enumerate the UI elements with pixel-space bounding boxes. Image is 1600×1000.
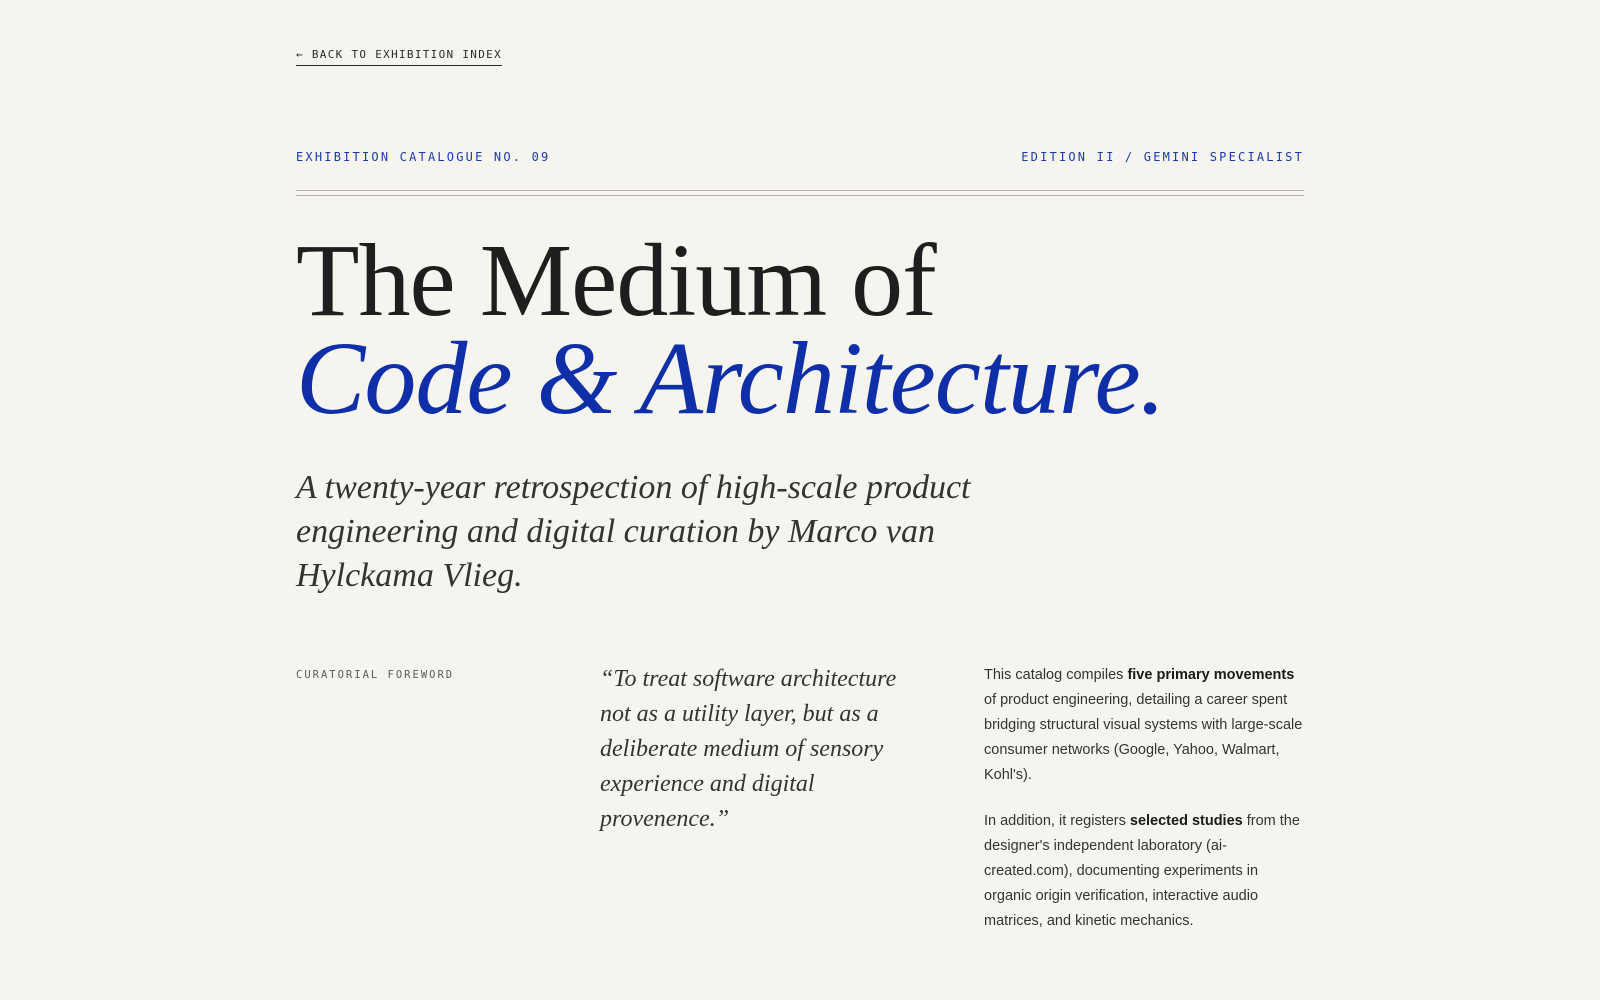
paragraph-1-text-start: This catalog compiles [984, 667, 1128, 683]
header-divider-top [296, 190, 1304, 191]
foreword-paragraph-1 [984, 663, 1306, 788]
foreword-paragraph-2 [984, 809, 1306, 934]
back-to-index-link[interactable]: ← BACK TO EXHIBITION INDEX [296, 48, 502, 66]
paragraph-2-emphasis: selected studies [1129, 813, 1243, 829]
foreword-quote: “To treat software architecture not as a utility layer, but as a deliberate medium of sensory experience and digital provenence.” [600, 666, 897, 832]
foreword-body [984, 663, 1306, 955]
paragraph-1-text-end: of product engineering, detailing a career spent bridging structural visual systems with large-scale consumer networks (Google, Yahoo, Walmart, Kohl's). [984, 692, 1303, 783]
paragraph-2-text-start: In addition, it registers [984, 813, 1130, 829]
curatorial-foreword-label: CURATORIAL FOREWORD [296, 669, 455, 681]
header-divider-bottom [296, 195, 1304, 196]
page-subtitle: A twenty-year retrospection of high-scale product engineering and digital curation by Marco van Hylckama Vlieg. [296, 469, 971, 594]
paragraph-1-emphasis: five primary movements [1127, 667, 1295, 683]
catalogue-page [296, 0, 1304, 1000]
catalogue-meta-row [296, 150, 1304, 164]
edition-label: EDITION II / GEMINI SPECIALIST [1021, 150, 1304, 164]
page-title [296, 223, 1165, 436]
paragraph-2-text-end: from the designer's independent laboratory (ai-created.com), documenting experiments in organic origin verification, interactive audio matrices, and kinetic mechanics. [984, 813, 1300, 929]
title-line-1: The Medium of [296, 223, 936, 338]
title-line-2: Code & Architecture. [296, 321, 1165, 436]
catalogue-number-label: EXHIBITION CATALOGUE NO. 09 [296, 150, 551, 164]
